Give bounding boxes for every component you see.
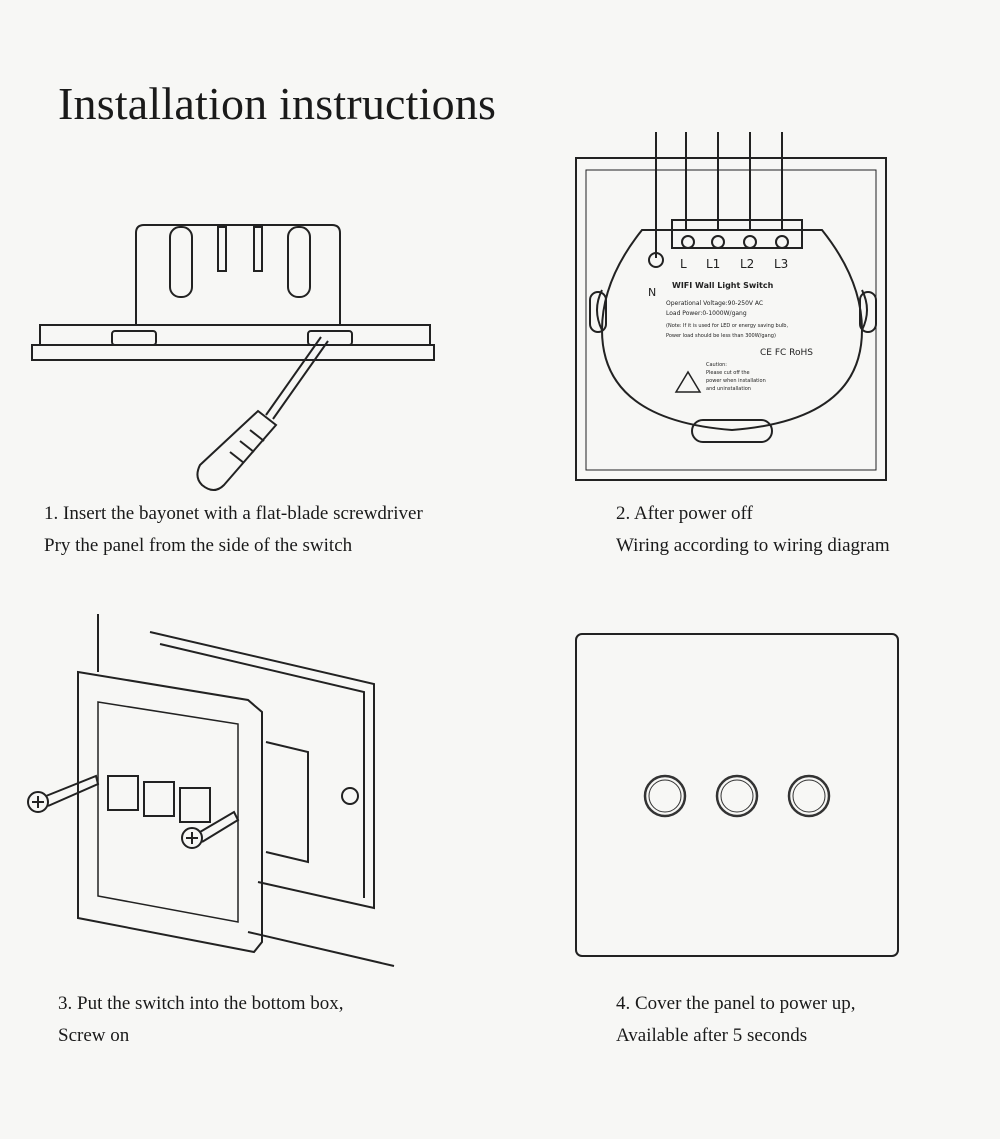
step4-panel-illustration	[572, 630, 906, 964]
step4-caption	[616, 988, 856, 1052]
terminal-l3: L3	[774, 257, 789, 271]
step1-screwdriver-illustration	[28, 215, 448, 495]
step2-line2: Wiring according to wiring diagram	[616, 535, 890, 556]
touch-button-ring-2	[721, 780, 753, 812]
step3-line1: 3. Put the switch into the bottom box,	[58, 993, 344, 1014]
step4-line1: 4. Cover the panel to power up,	[616, 993, 856, 1014]
touch-button-3	[789, 776, 829, 816]
step3-mounting-illustration	[18, 612, 398, 972]
terminal-l: L	[680, 257, 687, 271]
step2-line1: 2. After power off	[616, 503, 753, 524]
touch-button-ring-3	[793, 780, 825, 812]
caution-title: Caution:	[706, 362, 727, 368]
terminal-l1: L1	[706, 257, 721, 271]
touch-button-1	[645, 776, 685, 816]
step1-line1: 1. Insert the bayonet with a flat-blade screwdriver	[44, 503, 423, 524]
note-line2: Power load should be less than 300W/gang)	[666, 333, 776, 339]
touch-button-2	[717, 776, 757, 816]
touch-button-ring-1	[649, 780, 681, 812]
step4-line2: Available after 5 seconds	[616, 1025, 808, 1046]
step3-caption	[58, 988, 344, 1052]
step1-caption	[44, 498, 423, 562]
terminal-l2: L2	[740, 257, 755, 271]
note-line1: (Note: If it is used for LED or energy saving bulb,	[666, 323, 789, 329]
step1-line2: Pry the panel from the side of the switch	[44, 535, 353, 556]
step2-caption	[616, 498, 890, 562]
product-name: WIFI Wall Light Switch	[672, 281, 774, 290]
step2-wiring-illustration	[572, 130, 892, 485]
step3-line2: Screw on	[58, 1025, 130, 1046]
load-spec: Load Power:0-1000W/gang	[666, 310, 747, 317]
caution-line1: Please cut off the	[706, 370, 750, 376]
caution-line2: power when installation	[706, 378, 766, 384]
cert-marks: CE FC RoHS	[760, 348, 813, 358]
page-title: Installation instructions	[58, 78, 497, 129]
voltage-spec: Operational Voltage:90-250V AC	[666, 300, 764, 307]
caution-line3: and uninstallation	[706, 386, 751, 392]
terminal-n: N	[648, 286, 657, 299]
